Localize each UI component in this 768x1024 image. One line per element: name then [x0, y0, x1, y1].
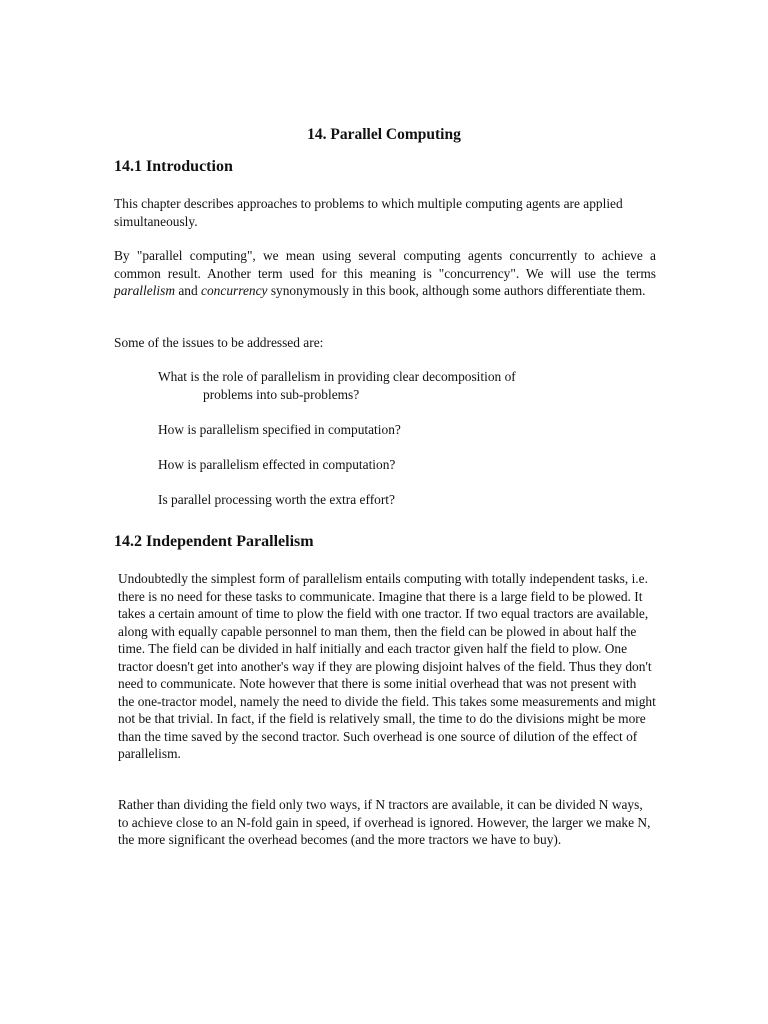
issue-item	[158, 368, 610, 403]
issue-item: How is parallelism effected in computation?	[158, 457, 396, 472]
intro-paragraph-2	[114, 247, 656, 300]
section-heading-independent-parallelism: 14.2 Independent Parallelism	[114, 533, 314, 550]
issue-item-line-1: What is the role of parallelism in providing clear decomposition of	[158, 369, 516, 384]
intro-paragraph-2-text-a: By "parallel computing", we mean using several computing agents concurrently to achieve a common result. Another term used for this meaning is "concurrency". We will use the terms	[114, 248, 656, 281]
issue-item: Is parallel processing worth the extra effort?	[158, 492, 395, 507]
issues-lead: Some of the issues to be addressed are:	[114, 335, 324, 350]
term-parallelism: parallelism	[114, 283, 176, 298]
independent-parallelism-paragraph-2: Rather than dividing the field only two ways, if N tractors are available, it can be divided N ways, to achieve close to an N-fold gain in speed, if overhead is ignored. However, the larger we make N, the more significant the overhead becomes (and the more tractors we have to buy).	[118, 797, 651, 847]
intro-paragraph-2-text-b: and	[175, 283, 202, 298]
section-heading-introduction: 14.1 Introduction	[114, 158, 233, 175]
term-concurrency: concurrency	[201, 283, 268, 298]
issue-item: How is parallelism specified in computation?	[158, 422, 401, 437]
intro-paragraph-2-text-c: synonymously in this book, although some authors differentiate them.	[267, 283, 646, 298]
issue-item-line-2: problems into sub-problems?	[203, 386, 360, 402]
chapter-title: 14. Parallel Computing	[307, 126, 461, 143]
intro-paragraph-1: This chapter describes approaches to problems to which multiple computing agents are applied simultaneously.	[114, 196, 623, 229]
independent-parallelism-paragraph-1: Undoubtedly the simplest form of parallelism entails computing with totally independent tasks, i.e. there is no need for these tasks to communicate. Imagine that there is a large field to be plowed. It takes a certain amount of time to plow the field with one tractor. If two equal tractors are available, along with equally capable personnel to man them, then the field can be plowed in about half the time. The field can be divided in half initially and each tractor given half the field to plow. One tractor doesn't get into another's way if they are plowing disjoint halves of the field. Thus they don't need to communicate. Note however that there is some initial overhead that was not present with the one-tractor model, namely the need to divide the field. This takes some measurements and might not be that trivial. In fact, if the field is relatively small, the time to do the divisions might be more than the time saved by the second tractor. Such overhead is one source of dilution of the effect of parallelism.	[118, 571, 656, 761]
